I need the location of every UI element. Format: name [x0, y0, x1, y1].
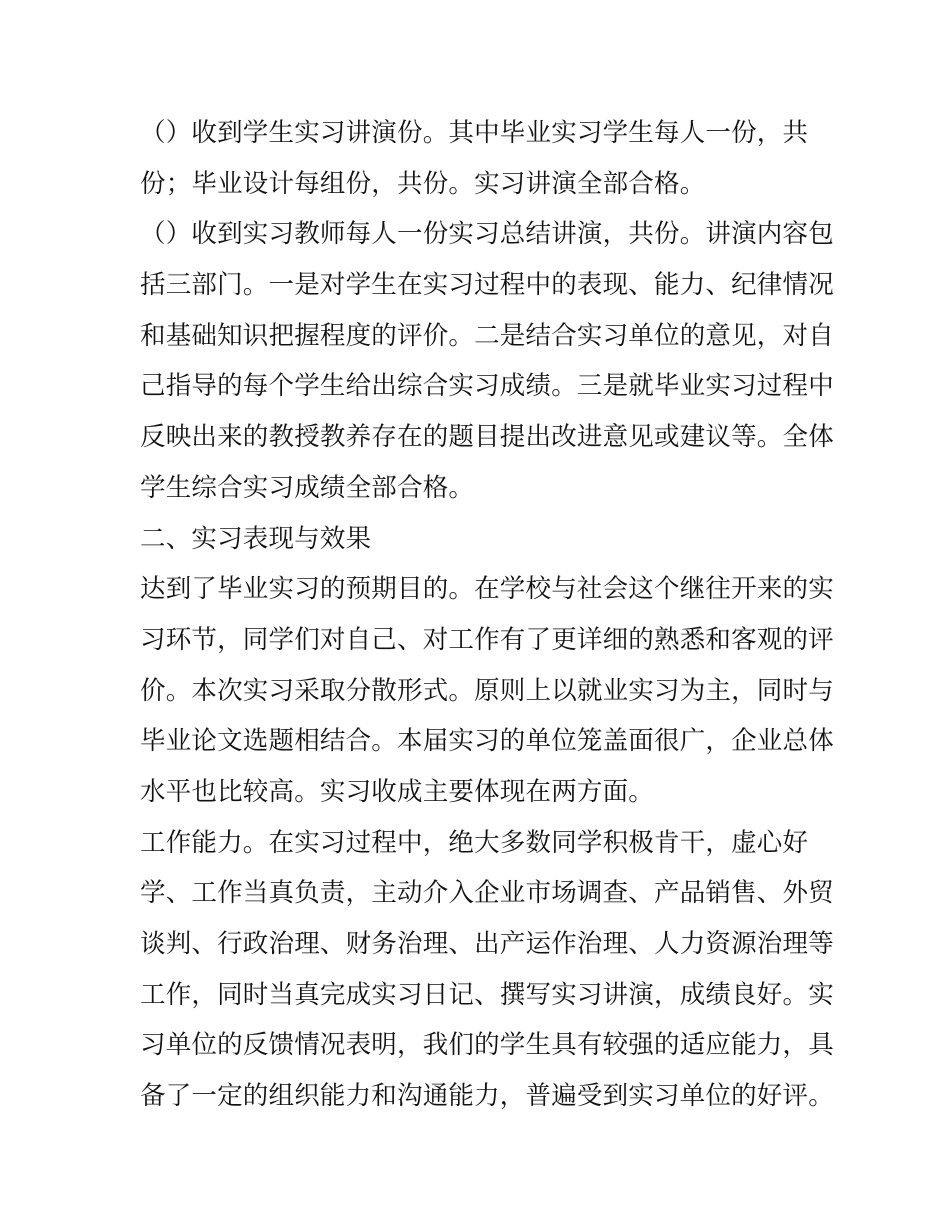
- text-line: 括三部门。一是对学生在实习过程中的表现、能力、纪律情况: [140, 270, 834, 301]
- text-line: 价。本次实习采取分散形式。原则上以就业实习为主，同时与: [140, 675, 834, 706]
- text-line: 份；毕业设计每组份，共份。实习讲演全部合格。: [140, 168, 706, 199]
- text-line: 水平也比较高。实习收成主要体现在两方面。: [140, 776, 655, 807]
- text-line: 工作，同时当真完成实习日记、撰写实习讲演，成绩良好。实: [140, 979, 834, 1010]
- text-line: 学、工作当真负责，主动介入企业市场调查、产品销售、外贸: [140, 878, 834, 909]
- text-line: 谈判、行政治理、财务治理、出产运作治理、人力资源治理等: [140, 929, 834, 959]
- text-line: （）收到实习教师每人一份实习总结讲演，共份。讲演内容包: [140, 219, 834, 250]
- text-line: 习环节，同学们对自己、对工作有了更详细的熟悉和客观的评: [140, 624, 834, 655]
- text-line: 学生综合实习成绩全部合格。: [140, 472, 475, 503]
- body-text: [140, 108, 834, 1122]
- section-heading: 二、实习表现与效果: [140, 523, 372, 554]
- text-line: 习单位的反馈情况表明，我们的学生具有较强的适应能力，具: [140, 1030, 834, 1061]
- text-line: 备了一定的组织能力和沟通能力，普遍受到实习单位的好评。: [140, 1081, 834, 1112]
- text-line: （）收到学生实习讲演份。其中毕业实习学生每人一份，共: [140, 118, 809, 148]
- text-line: 己指导的每个学生给出综合实习成绩。三是就毕业实习过程中: [140, 371, 834, 402]
- text-line: 和基础知识把握程度的评价。二是结合实习单位的意见，对自: [140, 320, 834, 351]
- text-line: 毕业论文选题相结合。本届实习的单位笼盖面很广，企业总体: [140, 726, 834, 757]
- text-line: 达到了毕业实习的预期目的。在学校与社会这个继往开来的实: [140, 574, 834, 605]
- text-line: 工作能力。在实习过程中，绝大多数同学积极肯干，虚心好: [140, 827, 809, 858]
- text-line: 反映出来的教授教养存在的题目提出改进意见或建议等。全体: [140, 422, 834, 453]
